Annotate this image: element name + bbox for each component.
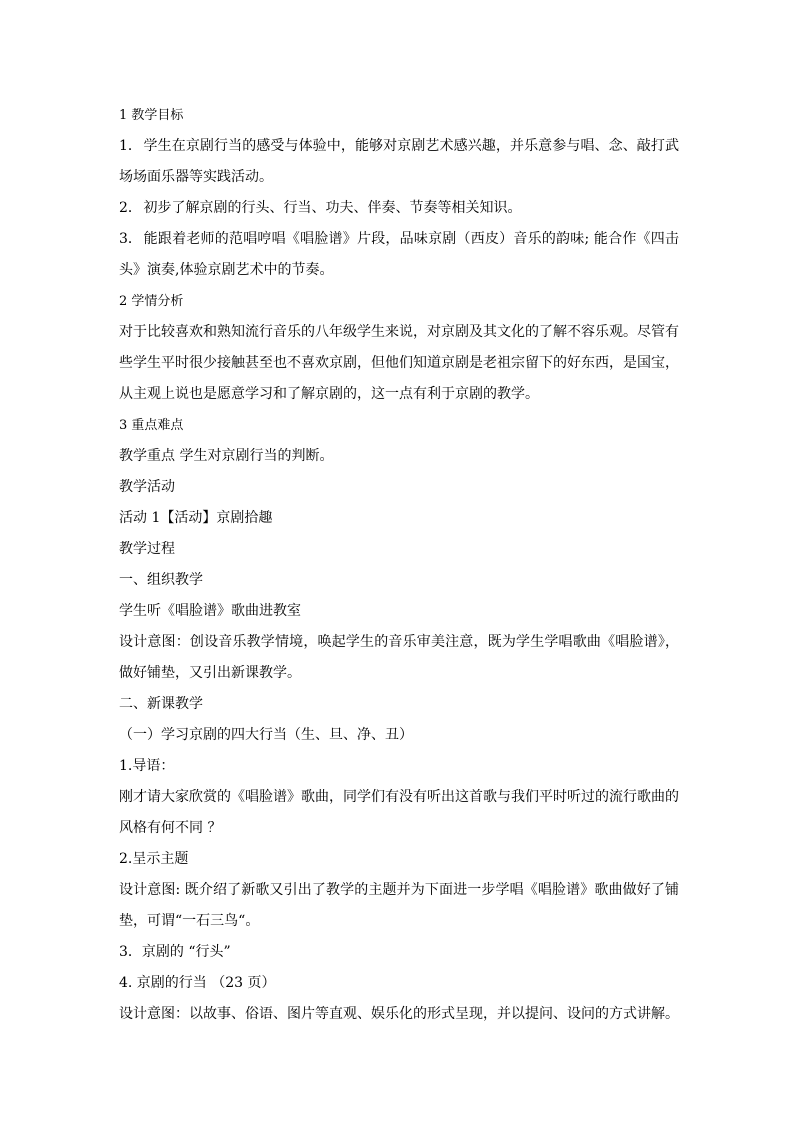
part-2-heading: 二、新课教学 [119, 696, 203, 712]
goal-1 [119, 131, 679, 193]
goal-3-number: 3． [119, 231, 142, 247]
step-1-text: 刚才请大家欣赏的《唱脸谱》歌曲，同学们有没有听出这首歌与我们平时听过的流行歌曲的风格有何不同 ？ [119, 789, 679, 836]
goal-3 [119, 224, 679, 286]
design-intent-1: 设计意图：创设音乐教学情境，唤起学生的音乐审美注意，既为学生学唱歌曲《唱脸谱》，做好铺垫，又引出新课教学。 [119, 634, 679, 681]
step-2-heading: 2.呈示主题 [119, 851, 189, 867]
goal-2-text: 初步了解京剧的行头、行当、功夫、伴奏、节奏等相关知识。 [143, 200, 522, 216]
goal-2 [119, 193, 679, 224]
section-title-teaching-goals: 1 教学目标 [119, 108, 184, 123]
goal-1-text: 学生在京剧行当的感受与体验中，能够对京剧艺术感兴趣，并乐意参与唱、念、敲打武场场面乐器等实践活动。 [119, 138, 679, 185]
part-1-text: 学生听《唱脸谱》歌曲进教室 [119, 603, 301, 619]
step-4-heading: 4. 京剧的行当 （23 页） [119, 975, 276, 991]
step-1-heading: 1.导语： [119, 758, 175, 774]
goal-3-text: 能跟着老师的范唱哼唱《唱脸谱》片段，品味京剧（西皮）音乐的韵味; 能合作《四击头》演奏,体验京剧艺术中的节奏。 [119, 231, 679, 278]
document-page [119, 100, 679, 1030]
key-point-text: 教学重点 学生对京剧行当的判断。 [119, 448, 334, 464]
goal-2-number: 2． [119, 200, 142, 216]
goal-1-number: 1． [119, 138, 142, 154]
design-intent-2: 设计意图: 既介绍了新歌又引出了教学的主题并为下面进一步学唱《唱脸谱》歌曲做好了铺垫，可谓“一石三鸟“。 [119, 882, 679, 929]
step-3-heading: 3．京剧的 “行头” [119, 944, 231, 960]
part-1-heading: 一、组织教学 [119, 572, 203, 588]
teaching-activities-heading: 教学活动 [119, 479, 175, 495]
subsection-1-heading: （一）学习京剧的四大行当（生、旦、净、丑） [119, 727, 413, 743]
section-title-student-analysis: 2 学情分析 [119, 294, 184, 309]
activity-1-title: 活动 1【活动】京剧拾趣 [119, 510, 273, 526]
section-title-key-points: 3 重点难点 [119, 418, 184, 433]
design-intent-3: 设计意图：以故事、俗语、图片等直观、娱乐化的形式呈现，并以提问、设问的方式讲解。 [119, 1006, 679, 1022]
student-analysis-text: 对于比较喜欢和熟知流行音乐的八年级学生来说，对京剧及其文化的了解不容乐观。尽管有些学生平时很少接触甚至也不喜欢京剧，但他们知道京剧是老祖宗留下的好东西，是国宝，从主观上说也是愿意学习和了解京剧的，这一点有利于京剧的教学。 [119, 324, 679, 402]
teaching-process-heading: 教学过程 [119, 541, 175, 557]
